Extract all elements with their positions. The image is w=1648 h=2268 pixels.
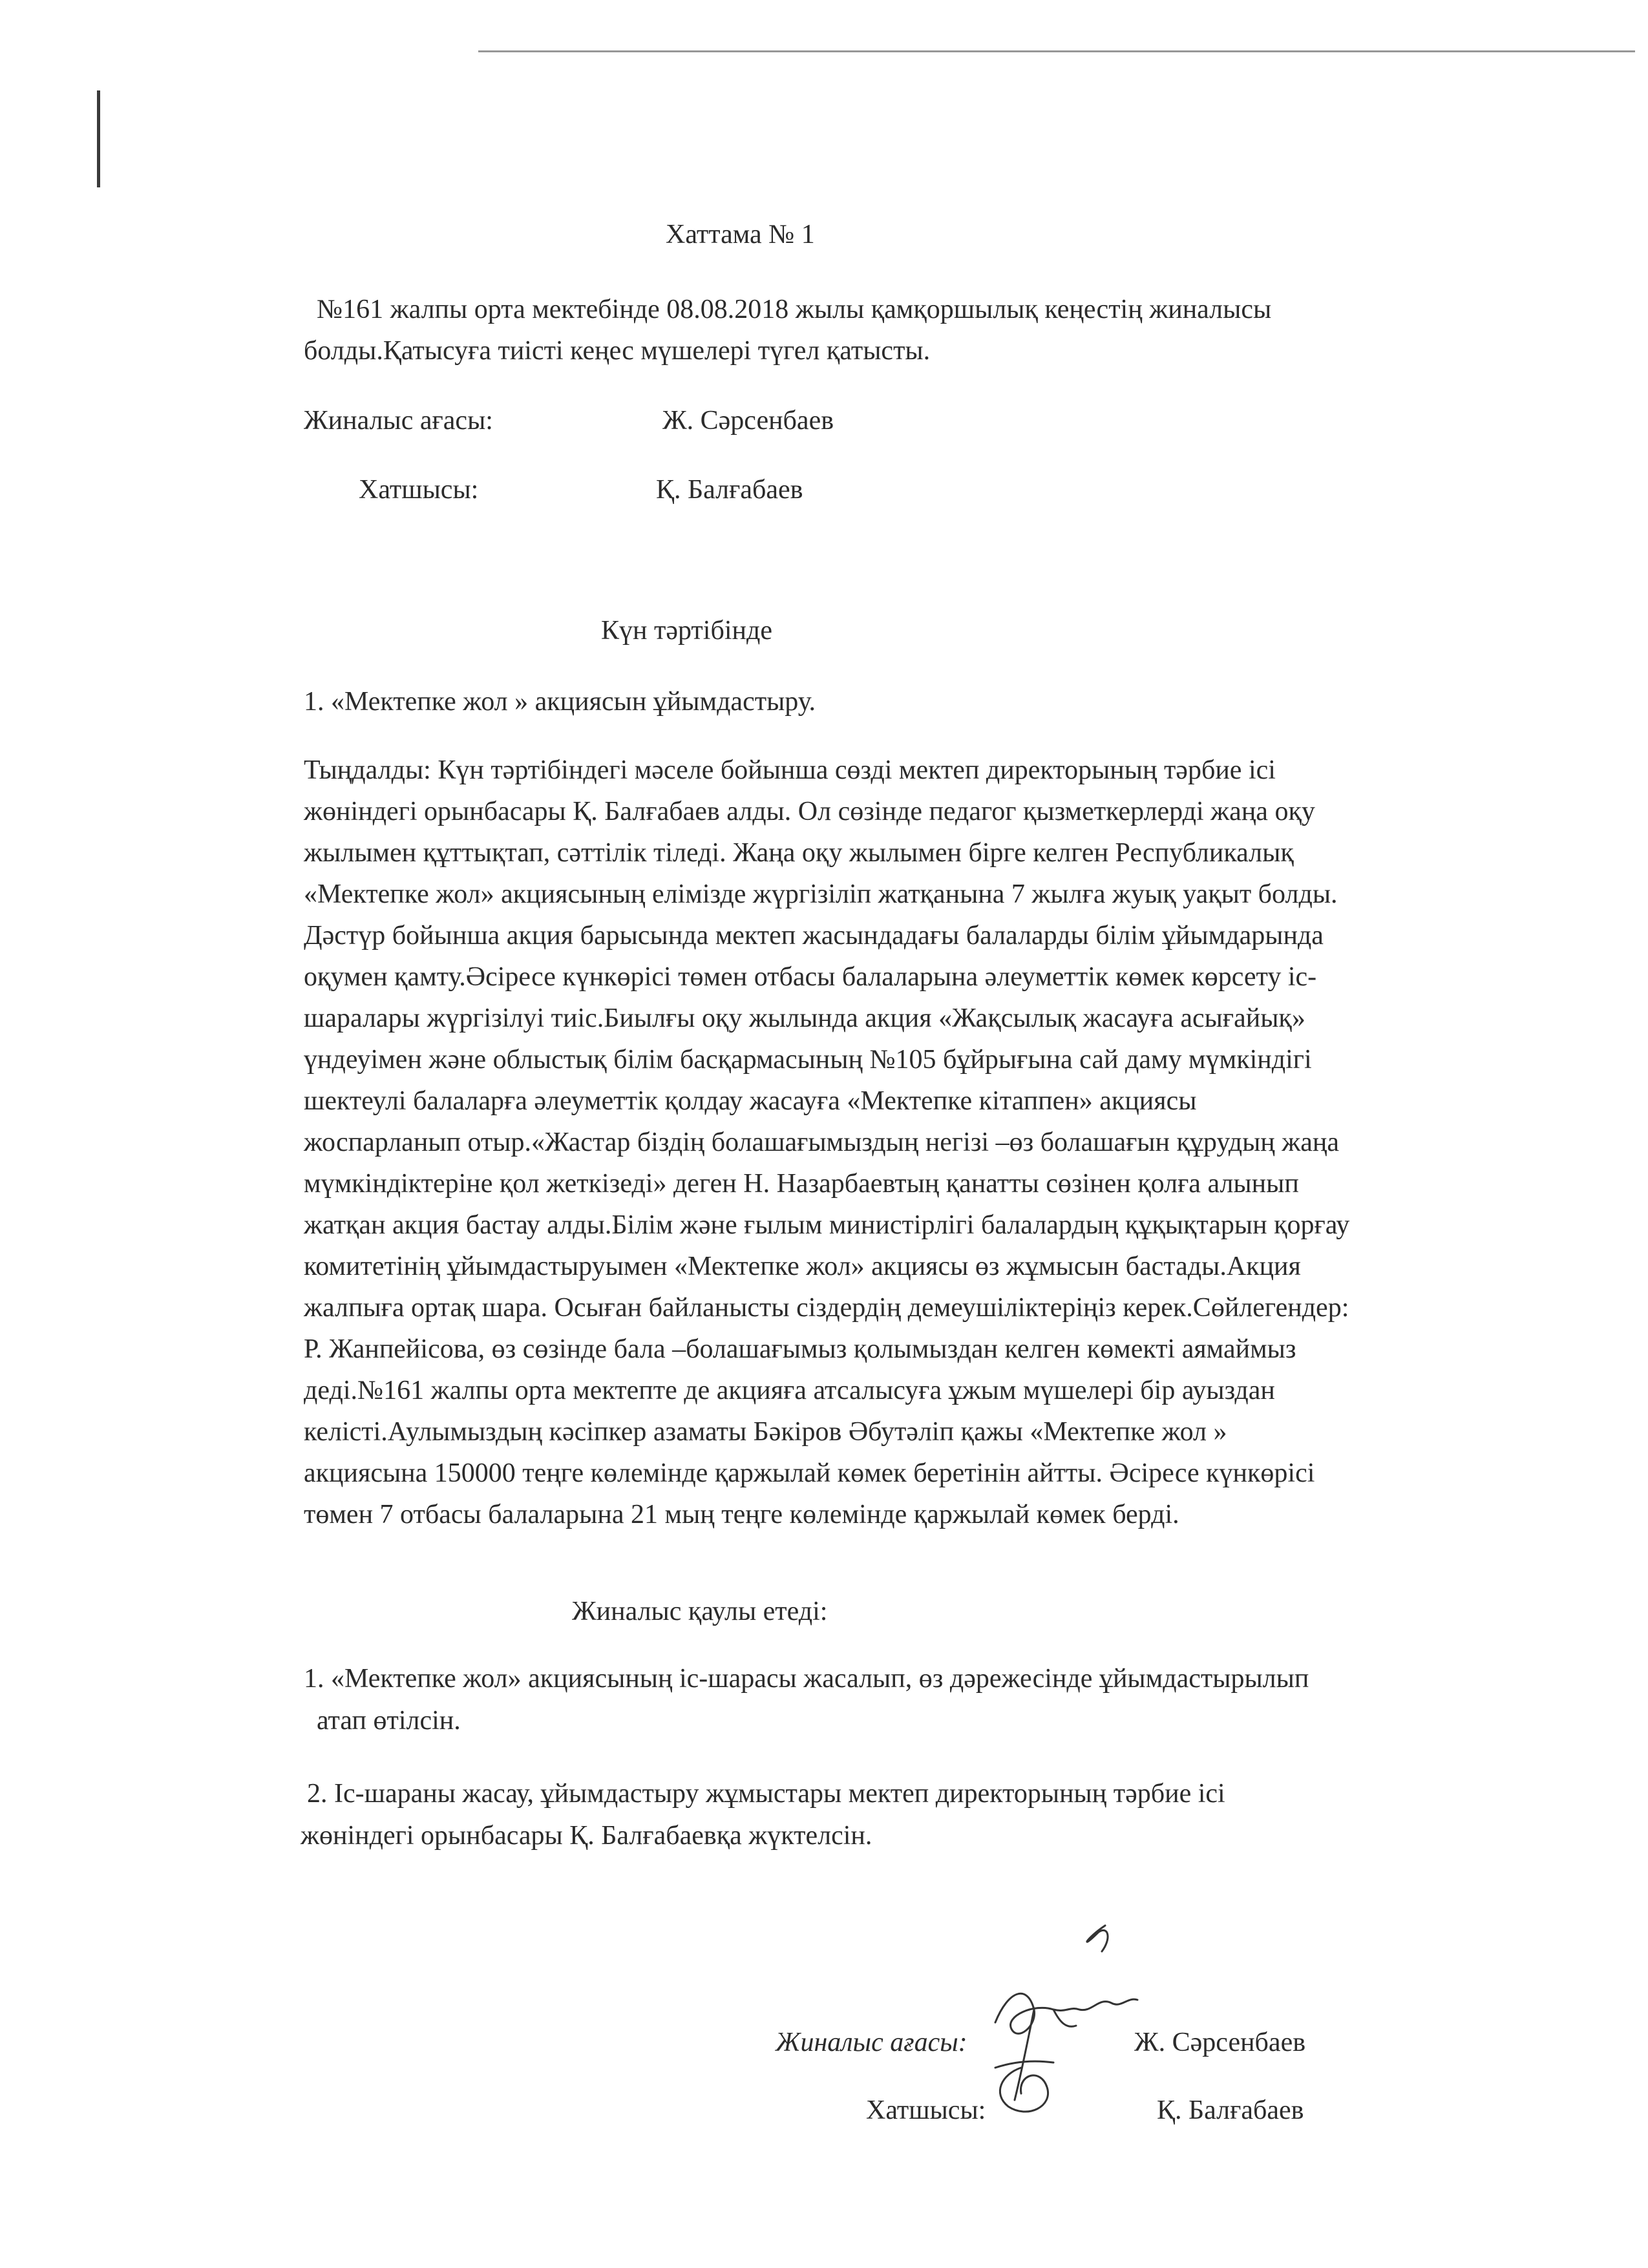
chair-label: Жиналыс ағасы: bbox=[304, 406, 493, 436]
body-line: жоспарланып отыр.«Жастар біздің болашағымыздың негізі –өз болашағын құрудың жаңа bbox=[304, 1128, 1340, 1157]
agenda-heading: Күн тәртібінде bbox=[601, 616, 772, 646]
chair-name: Ж. Сәрсенбаев bbox=[662, 406, 834, 436]
body-line: акциясына 150000 теңге көлемінде қаржылай көмек беретінін айтты. Әсіресе күнкөрісі bbox=[304, 1458, 1315, 1488]
signature-chair-name: Ж. Сәрсенбаев bbox=[1134, 2028, 1306, 2057]
resolution-1-line-1: 1. «Мектепке жол» акциясының іс-шарасы жасалып, өз дәрежесінде ұйымдастырылып bbox=[304, 1664, 1309, 1694]
body-paragraph bbox=[304, 750, 1570, 1535]
signature-secretary-label: Хатшысы: bbox=[866, 2095, 986, 2125]
intro-line-1: №161 жалпы орта мектебінде 08.08.2018 жылы қамқоршылық кеңестің жиналысы bbox=[317, 295, 1272, 324]
body-line: жатқан акция бастау алды.Білім және ғылым министірлігі балалардың құқықтарын қорғау bbox=[304, 1210, 1350, 1240]
body-line: жалпыға ортақ шара. Осыған байланысты сіздердің демеушіліктеріңіз керек.Сөйлегендер: bbox=[304, 1293, 1349, 1323]
secretary-name: Қ. Балғабаев bbox=[656, 475, 803, 505]
resolution-1-line-2: атап өтілсін. bbox=[317, 1706, 461, 1736]
document-title: Хаттама № 1 bbox=[666, 220, 815, 249]
body-line: комитетінің ұйымдастыруымен «Мектепке жол» акциясы өз жұмысын бастады.Акция bbox=[304, 1252, 1301, 1281]
body-line: шектеулі балаларға әлеуметтік қолдау жасауға «Мектепке кітаппен» акциясы bbox=[304, 1086, 1197, 1116]
body-line: төмен 7 отбасы балаларына 21 мың теңге көлемінде қаржылай көмек берді. bbox=[304, 1500, 1179, 1529]
body-line: үндеуімен және облыстық білім басқармасының №105 бұйрығына сай даму мүмкіндігі bbox=[304, 1045, 1312, 1075]
signature-chair-label: Жиналыс ағасы: bbox=[776, 2028, 967, 2057]
scan-artifact-mark bbox=[97, 90, 100, 187]
resolution-2-line-1: 2. Іс-шараны жасау, ұйымдастыру жұмыстары мектеп директорының тәрбие ісі bbox=[307, 1779, 1225, 1809]
agenda-item: 1. «Мектепке жол » акциясын ұйымдастыру. bbox=[304, 687, 816, 717]
body-line: Тыңдалды: Күн тәртібіндегі мәселе бойынша сөзді мектеп директорының тәрбие ісі bbox=[304, 755, 1276, 785]
signature-secretary-name: Қ. Балғабаев bbox=[1157, 2095, 1304, 2125]
body-line: Р. Жанпейісова, өз сөзінде бала –болашағымыз қолымыздан келген көмекті аямаймыз bbox=[304, 1334, 1296, 1364]
body-line: «Мектепке жол» акциясының елімізде жүргізіліп жатқанына 7 жылға жуық уақыт болды. bbox=[304, 879, 1338, 909]
resolution-heading: Жиналыс қаулы етеді: bbox=[572, 1597, 828, 1626]
body-line: деді.№161 жалпы орта мектепте де акцияға атсалысуға ұжым мүшелері бір ауыздан bbox=[304, 1376, 1275, 1405]
body-line: мүмкіндіктеріне қол жеткізеді» деген Н. Назарбаевтың қанатты сөзінен қолға алынып bbox=[304, 1169, 1299, 1199]
body-line: келісті.Аулымыздың кәсіпкер азаматы Бәкіров Әбутәліп қажы «Мектепке жол » bbox=[304, 1417, 1227, 1447]
body-line: оқумен қамту.Әсіресе күнкөрісі төмен отбасы балаларына әлеуметтік көмек көрсету іс- bbox=[304, 962, 1317, 992]
body-line: жөніндегі орынбасары Қ. Балғабаев алды. Ол сөзінде педагог қызметкерлерді жаңа оқу bbox=[304, 797, 1315, 826]
scan-artifact-line bbox=[478, 50, 1635, 52]
secretary-label: Хатшысы: bbox=[359, 475, 479, 505]
body-line: Дәстүр бойынша акция барысында мектеп жасындадағы балаларды білім ұйымдарында bbox=[304, 921, 1324, 950]
handwritten-signature bbox=[956, 1913, 1150, 2145]
resolution-2-line-2: жөніндегі орынбасары Қ. Балғабаевқа жүктелсін. bbox=[301, 1821, 872, 1851]
intro-line-2: болды.Қатысуға тиісті кеңес мүшелері түгел қатысты. bbox=[304, 336, 931, 366]
body-line: шаралары жүргізілуі тиіс.Биылғы оқу жылында акция «Жақсылық жасауға асығайық» bbox=[304, 1003, 1305, 1033]
body-line: жылымен құттықтап, сәттілік тіледі. Жаңа оқу жылымен бірге келген Республикалық bbox=[304, 838, 1294, 868]
